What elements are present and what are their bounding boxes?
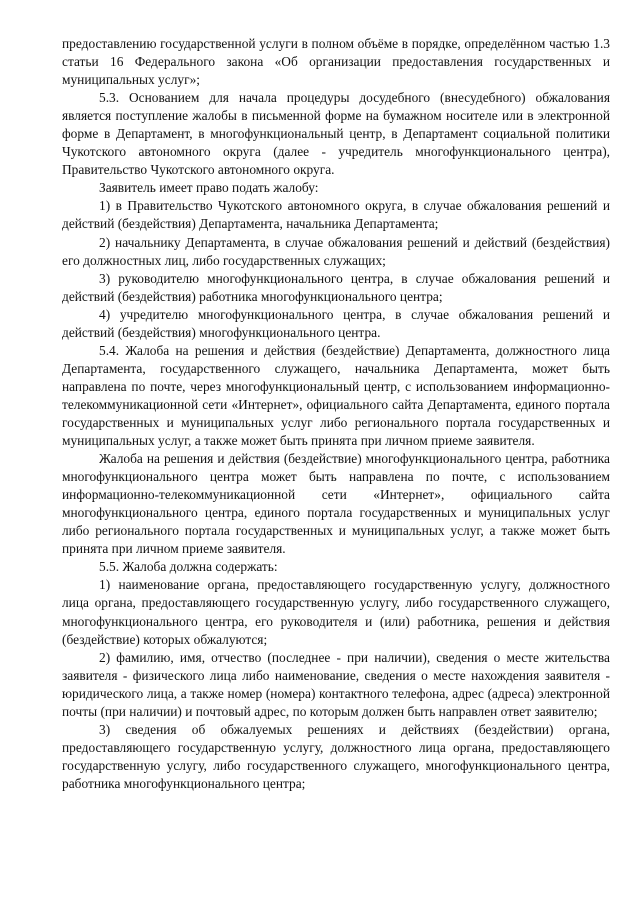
list-item-2: 2) начальнику Департамента, в случае обжалования решений и действий (бездействия) его должностных лиц, либо государственных служащих; bbox=[62, 234, 610, 268]
content-item-2: 2) фамилию, имя, отчество (последнее - при наличии), сведения о месте жительства заявителя - физического лица либо наименование, сведения о месте нахождения заявителя - юридического лица, а также номер (номера) контактного телефона, адрес (адреса) электронной почты (при наличии) и почтовый адрес, по которым должен быть направлен ответ заявителю; bbox=[62, 649, 610, 719]
paragraph-mfc-complaint: Жалоба на решения и действия (бездействие) многофункционального центра, работника многофункционального центра может быть направлена по почте, с использованием информационно-телекоммуникационной сети «Интернет», официального сайта многофункционального центра, единого портала государственных и муниципальных услуг либо регионального портала государственных и муниципальных услуг, а также может быть принята при личном приеме заявителя. bbox=[62, 451, 610, 557]
content-item-1: 1) наименование органа, предоставляющего государственную услугу, должностного лица органа, предоставляющего государственную услугу, либо государственного служащего, многофункционального центра, его руководителя и (или) работника, решения и действия (бездействие) которых обжалуются; bbox=[62, 577, 610, 647]
paragraph-continuation: предоставлению государственной услуги в полном объёме в порядке, определённом частью 1.3 статьи 16 Федерального закона «Об организации предоставления государственных и муниципальных услуг»; bbox=[62, 36, 610, 88]
document-page bbox=[62, 35, 610, 793]
content-item-3: 3) сведения об обжалуемых решениях и действиях (бездействии) органа, предоставляющего государственную услугу, должностного лица органа, предоставляющего государственную услугу, либо государственного служащего, многофункционального центра, работника многофункционального центра; bbox=[62, 721, 610, 791]
paragraph-complaint-right: Заявитель имеет право подать жалобу: bbox=[99, 180, 319, 196]
list-item-1: 1) в Правительство Чукотского автономного округа, в случае обжалования решений и действий (бездействия) Департамента, начальника Департамента; bbox=[62, 198, 610, 232]
list-item-4: 4) учредителю многофункционального центра, в случае обжалования решений и действий (бездействия) многофункционального центра. bbox=[62, 306, 610, 340]
paragraph-5-4: 5.4. Жалоба на решения и действия (бездействие) Департамента, должностного лица Департамента, государственного служащего, начальника Департамента, может быть направлена по почте, через многофункциональный центр, с использованием информационно-телекоммуникационной сети «Интернет», официального сайта Департамента, единого портала государственных и муниципальных услуг либо регионального портала государственных и муниципальных услуг, а также может быть принята при личном приеме заявителя. bbox=[62, 342, 610, 449]
list-item-3: 3) руководителю многофункционального центра, в случае обжалования решений и действий (бездействия) работника многофункционального центра; bbox=[62, 270, 610, 304]
paragraph-5-5: 5.5. Жалоба должна содержать: bbox=[99, 559, 278, 575]
paragraph-5-3: 5.3. Основанием для начала процедуры досудебного (внесудебного) обжалования является поступление жалобы в письменной форме на бумажном носителе или в электронной форме в Департамент, в многофункциональный центр, в Департамент социальной политики Чукотского автономного округа (далее - учредитель многофункционального центра), Правительство Чукотского автономного округа. bbox=[62, 90, 610, 178]
